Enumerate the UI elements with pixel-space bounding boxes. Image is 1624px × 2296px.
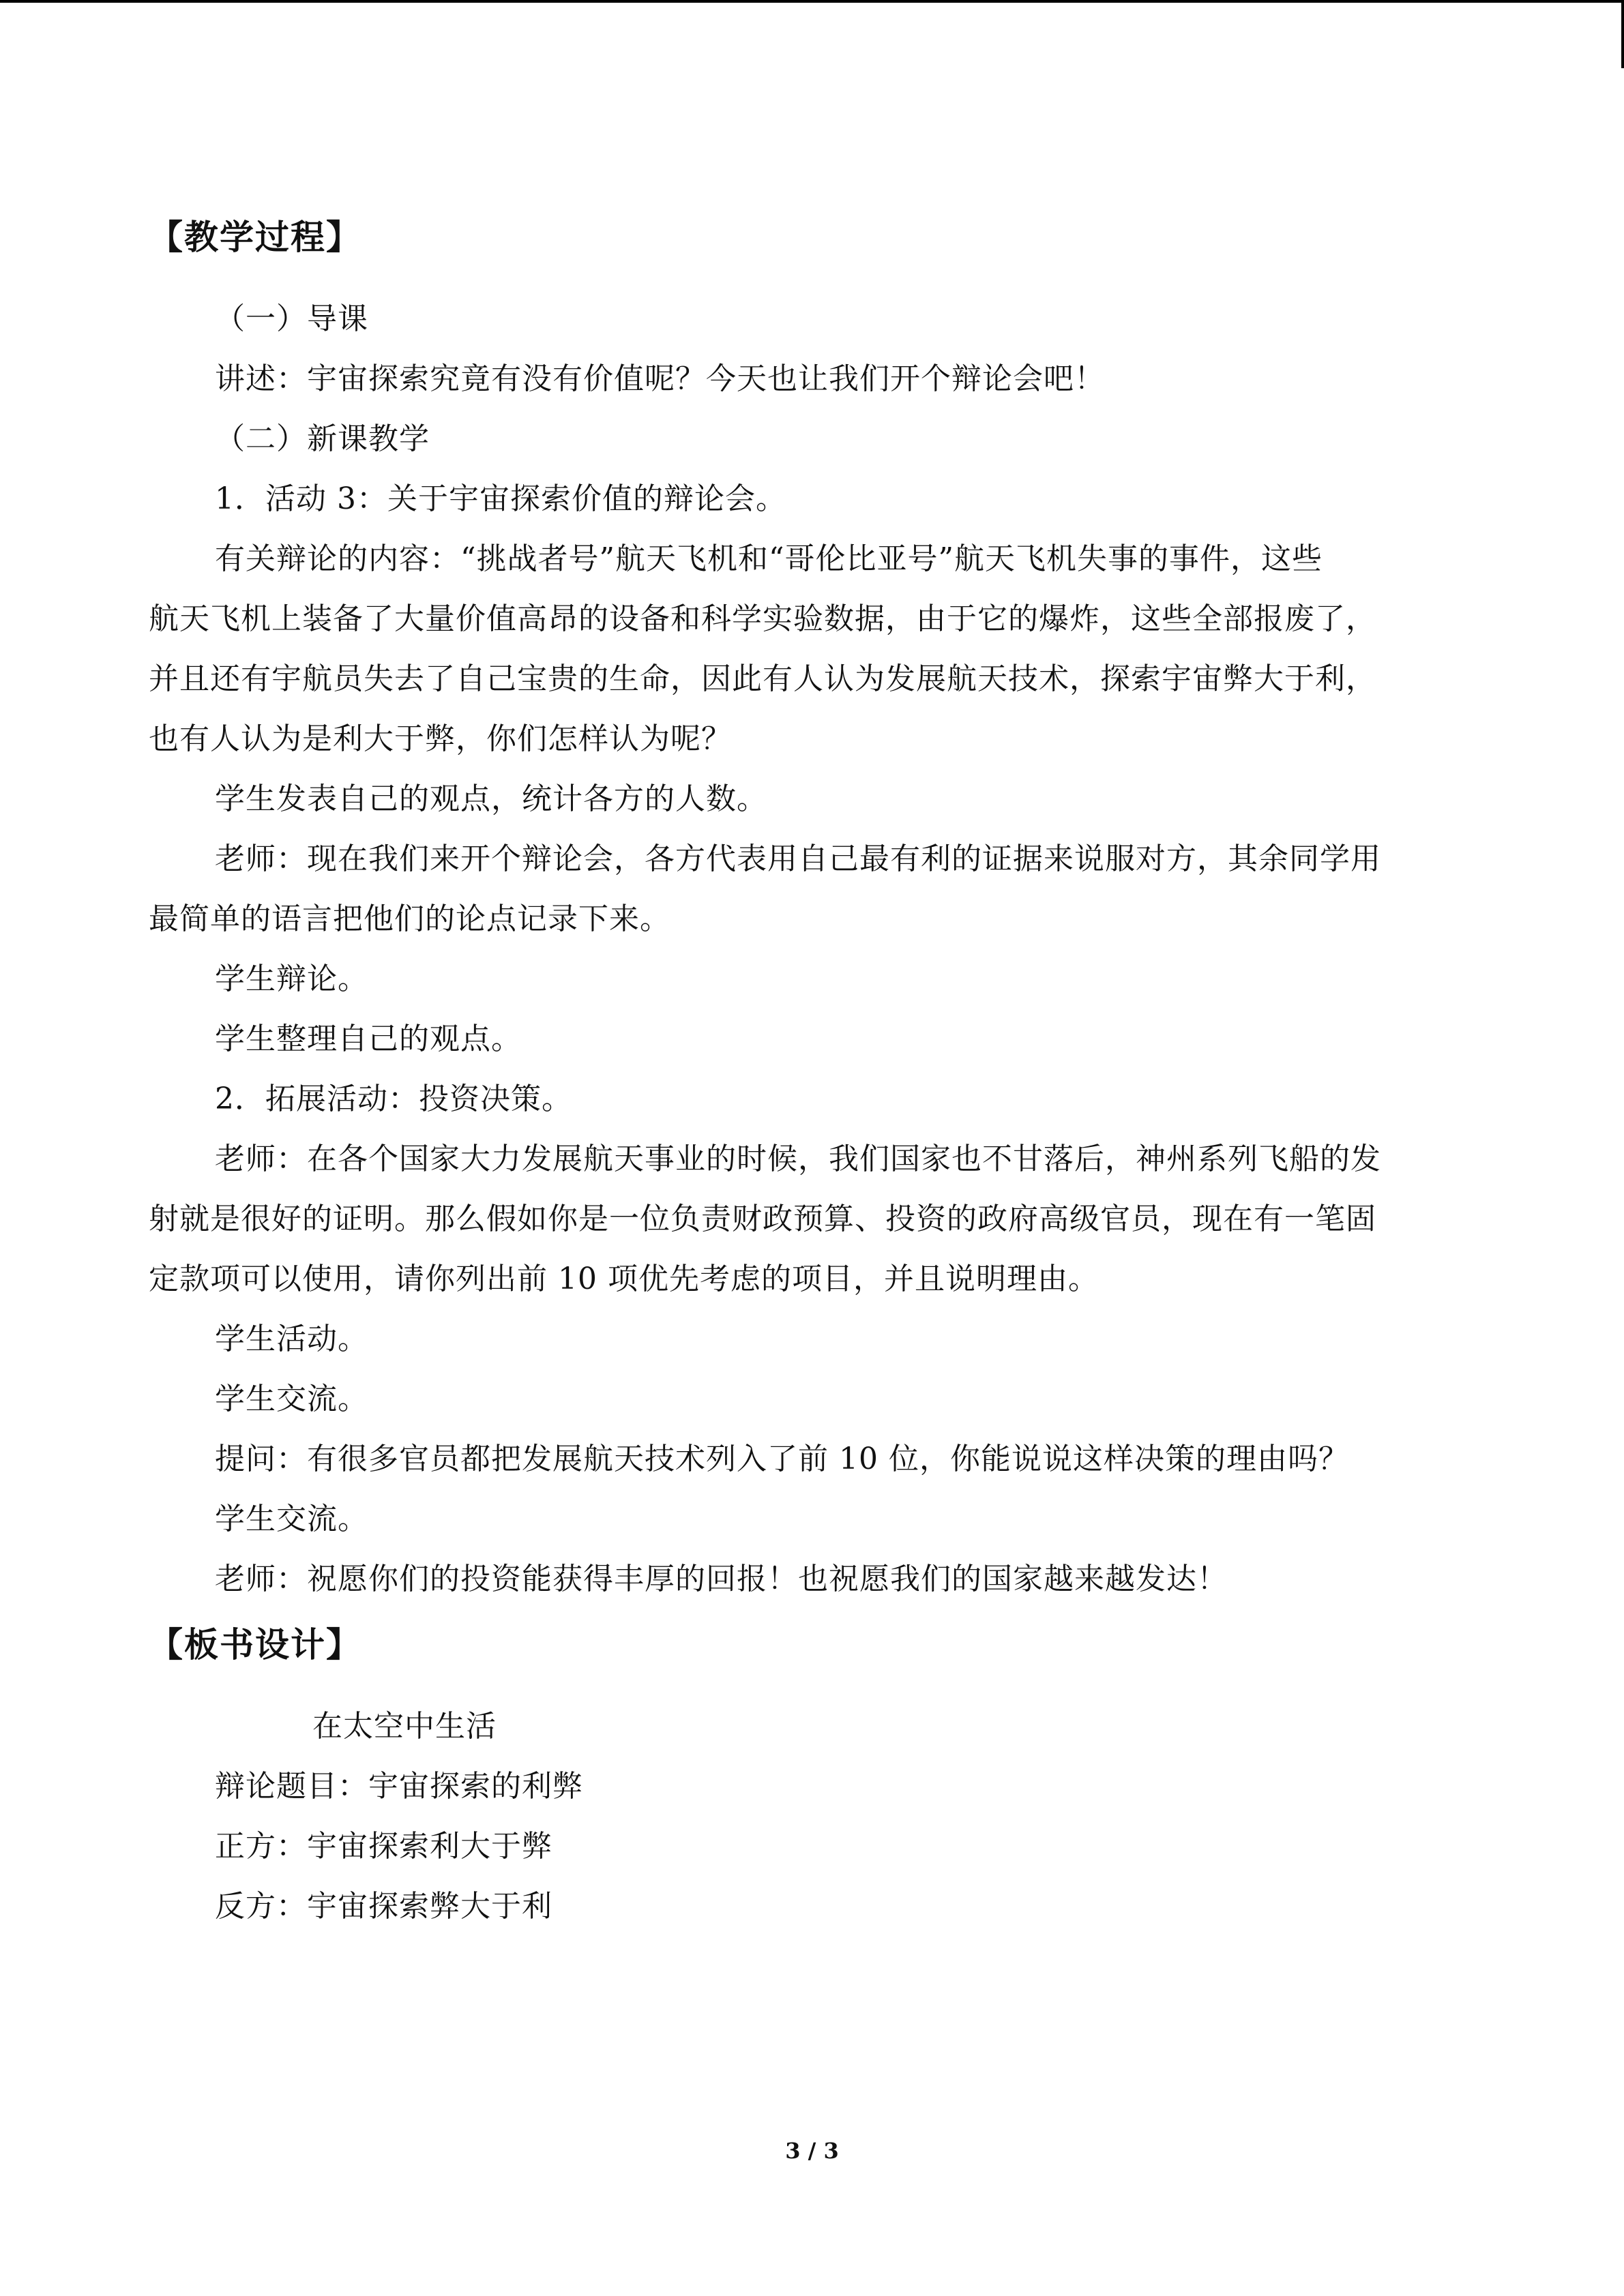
teacher-paragraph-2-line-1: 老师：在各个国家大力发展航天事业的时候，我们国家也不甘落后，神州系列飞船的发 bbox=[215, 1142, 1381, 1176]
students-exchange-line-2: 学生交流。 bbox=[215, 1502, 368, 1536]
new-lesson-heading: （二）新课教学 bbox=[215, 421, 430, 456]
activity-2-line: 2．拓展活动：投资决策。 bbox=[215, 1082, 572, 1116]
board-pro-side: 正方：宇宙探索利大于弊 bbox=[215, 1829, 552, 1864]
debate-paragraph-line-3: 并且还有宇航员失去了自己宝贵的生命，因此有人认为发展航天技术，探索宇宙弊大于利， bbox=[149, 661, 1376, 696]
students-view-line: 学生发表自己的观点，统计各方的人数。 bbox=[215, 781, 767, 816]
activity-1-line: 1．活动 3：关于宇宙探索价值的辩论会。 bbox=[215, 481, 786, 516]
debate-paragraph-line-1: 有关辩论的内容：“挑战者号”航天飞机和“哥伦比亚号”航天飞机失事的事件，这些 bbox=[215, 541, 1323, 576]
section-heading-teaching-process: 【教学过程】 bbox=[149, 218, 361, 257]
intro-heading: （一）导课 bbox=[215, 301, 368, 336]
board-debate-topic: 辩论题目：宇宙探索的利弊 bbox=[215, 1769, 583, 1804]
debate-paragraph-line-4: 也有人认为是利大于弊，你们怎样认为呢？ bbox=[149, 721, 732, 756]
teacher-paragraph-1-line-2: 最简单的语言把他们的论点记录下来。 bbox=[149, 901, 670, 936]
teacher-paragraph-1-line-1: 老师：现在我们来开个辩论会，各方代表用自己最有利的证据来说服对方，其余同学用 bbox=[215, 841, 1381, 876]
teacher-paragraph-2-line-2: 射就是很好的证明。那么假如你是一位负责财政预算、投资的政府高级官员，现在有一笔固 bbox=[149, 1202, 1376, 1236]
students-debate-line: 学生辩论。 bbox=[215, 961, 368, 996]
question-line: 提问：有很多官员都把发展航天技术列入了前 10 位，你能说说这样决策的理由吗？ bbox=[215, 1442, 1349, 1476]
section-heading-board-design: 【板书设计】 bbox=[149, 1625, 361, 1665]
teacher-paragraph-2-line-3: 定款项可以使用，请你列出前 10 项优先考虑的项目，并且说明理由。 bbox=[149, 1262, 1099, 1296]
page-number: 3 / 3 bbox=[785, 2138, 839, 2164]
intro-text: 讲述：宇宙探索究竟有没有价值呢？今天也让我们开个辩论会吧！ bbox=[215, 361, 1105, 396]
students-organize-line: 学生整理自己的观点。 bbox=[215, 1022, 522, 1056]
students-activity-line: 学生活动。 bbox=[215, 1322, 368, 1356]
teacher-closing-line: 老师：祝愿你们的投资能获得丰厚的回报！也祝愿我们的国家越来越发达！ bbox=[215, 1562, 1228, 1596]
students-exchange-line-1: 学生交流。 bbox=[215, 1382, 368, 1416]
board-con-side: 反方：宇宙探索弊大于利 bbox=[215, 1889, 552, 1924]
board-title: 在太空中生活 bbox=[312, 1709, 497, 1744]
debate-paragraph-line-2: 航天飞机上装备了大量价值高昂的设备和科学实验数据，由于它的爆炸，这些全部报废了， bbox=[149, 601, 1376, 636]
